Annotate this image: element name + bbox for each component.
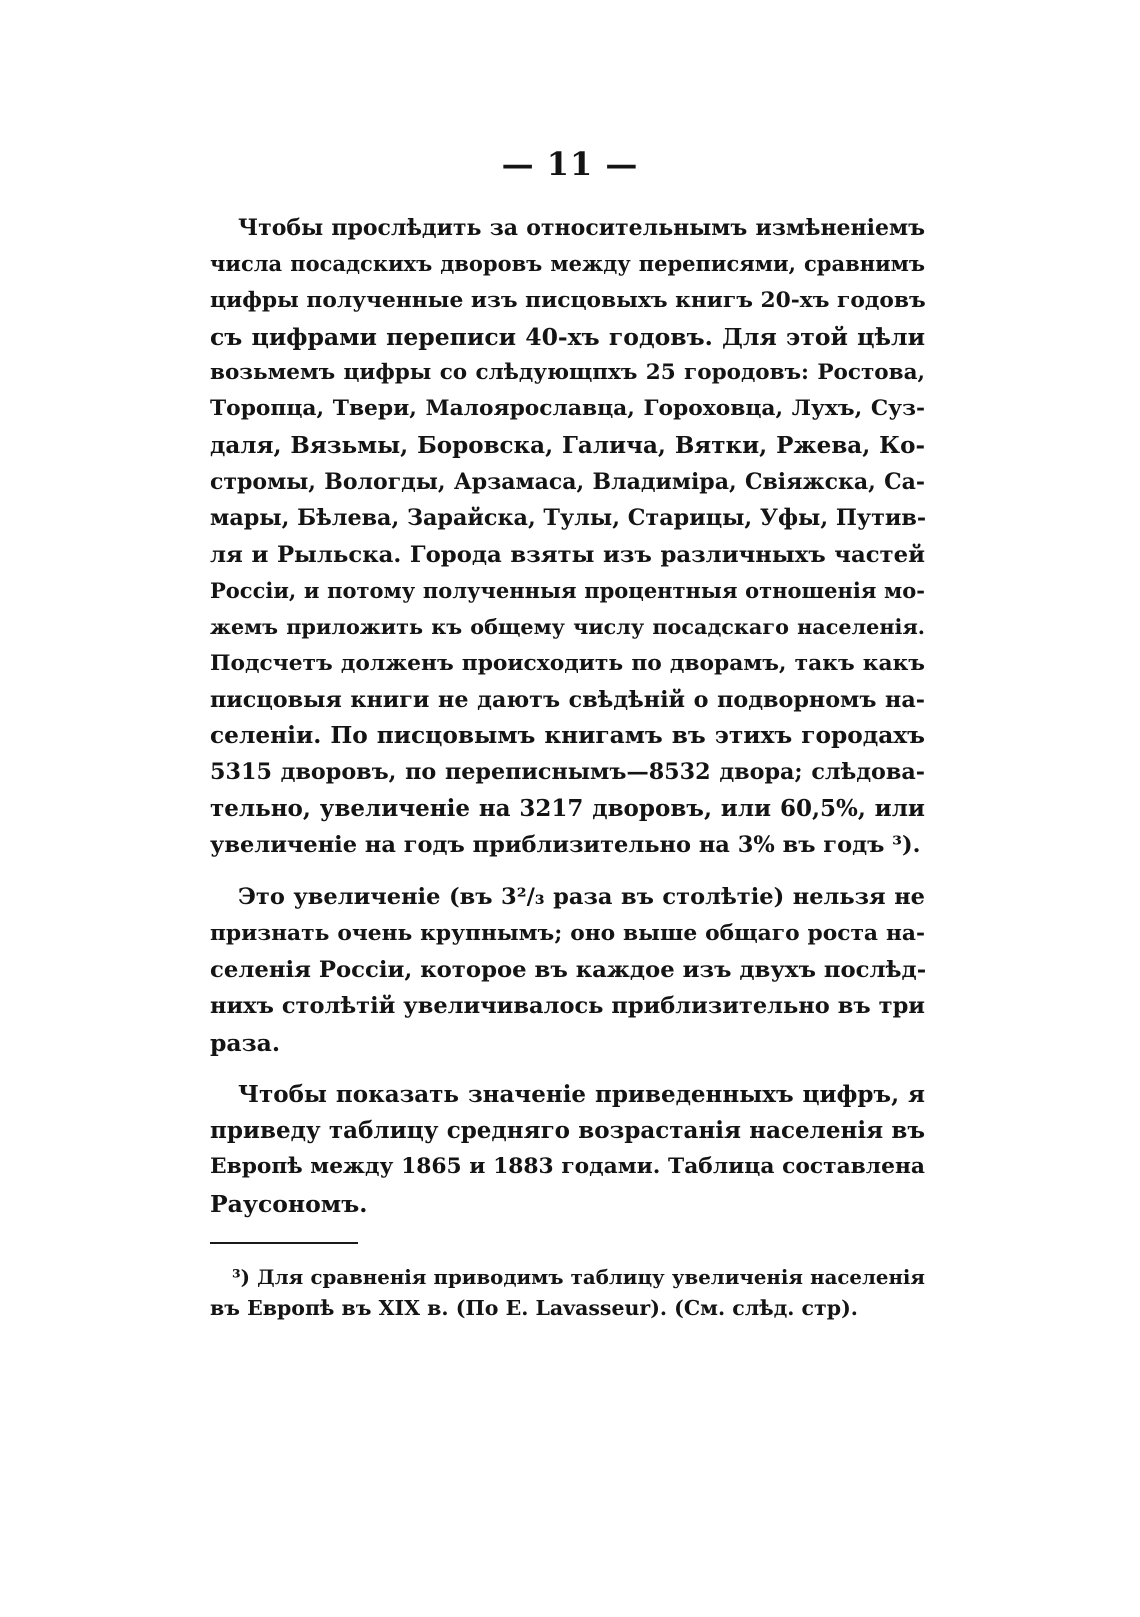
text-line: увеличеніе на годъ приблизительно на 3% въ годъ ³). [210,832,921,859]
text-line: Это увеличеніе (въ 3²/₃ раза въ столѣтіе) нельзя не [238,884,925,911]
footnote-line: въ Европѣ въ XIX в. (По E. Lavasseur). (См. слѣд. стр). [210,1296,858,1320]
text-line: признать очень крупнымъ; оно выше общаго роста на- [210,920,925,946]
text-line: возьмемъ цифры со слѣдующпхъ 25 городовъ: Ростова, [210,360,925,386]
text-line: Европѣ между 1865 и 1883 годами. Таблица составлена [210,1154,925,1180]
footnote-line: ³) Для сравненія приводимъ таблицу увеличенія населенія [232,1265,925,1289]
footnote [210,1262,925,1324]
text-line: съ цифрами переписи 40-хъ годовъ. Для этой цѣли [210,322,925,351]
text-line: Чтобы прослѣдить за относительнымъ измѣненіемъ [238,215,925,241]
text-line: стромы, Вологды, Арзамаса, Владиміра, Свіяжска, Са- [210,469,925,496]
text-line: жемъ приложить къ общему числу посадскаго населенія. [210,615,925,640]
text-line: Раусономъ. [210,1189,368,1218]
text-line: ля и Рыльска. Города взяты изъ различныхъ частей [210,541,925,568]
text-line: Чтобы показать значеніе приведенныхъ цифръ, я [238,1080,925,1108]
paragraph-3 [210,1077,925,1222]
text-line: писцовыя книги не даютъ свѣдѣній о подворномъ на- [210,686,925,713]
page-number: — 11 — [501,145,639,183]
text-line: раза. [210,1028,281,1057]
paragraph-1 [210,210,925,863]
text-line: тельно, увеличеніе на 3217 дворовъ, или 60,5%, или [210,794,925,822]
text-line: селенія Россіи, которое въ каждое изъ двухъ послѣд- [210,956,927,983]
text-line: приведу таблицу средняго возрастанія населенія въ [210,1117,925,1145]
body-text [210,210,925,1238]
text-line: Подсчетъ долженъ происходить по дворамъ, такъ какъ [210,650,925,676]
text-line: числа посадскихъ дворовъ между переписями, сравнимъ [210,251,925,277]
text-line: Россіи, и потому полученныя процентныя отношенія мо- [210,577,925,603]
text-line: селеніи. По писцовымъ книгамъ въ этихъ городахъ [210,722,925,750]
text-line: нихъ столѣтій увеличивалось приблизительно въ три [210,993,925,1020]
text-line: даля, Вязьмы, Боровска, Галича, Вятки, Ржева, Ко- [210,431,925,459]
text-line: 5315 дворовъ, по переписнымъ—8532 двора; слѣдова- [210,759,925,786]
text-line: Торопца, Твери, Малоярославца, Гороховца, Лухъ, Суз- [210,396,925,422]
paragraph-2 [210,879,925,1060]
text-line: мары, Бѣлева, Зарайска, Тулы, Старицы, Уфы, Путив- [210,505,927,532]
text-line: цифры полученные изъ писцовыхъ книгъ 20-хъ годовъ [210,287,926,313]
footnote-divider [210,1242,358,1244]
